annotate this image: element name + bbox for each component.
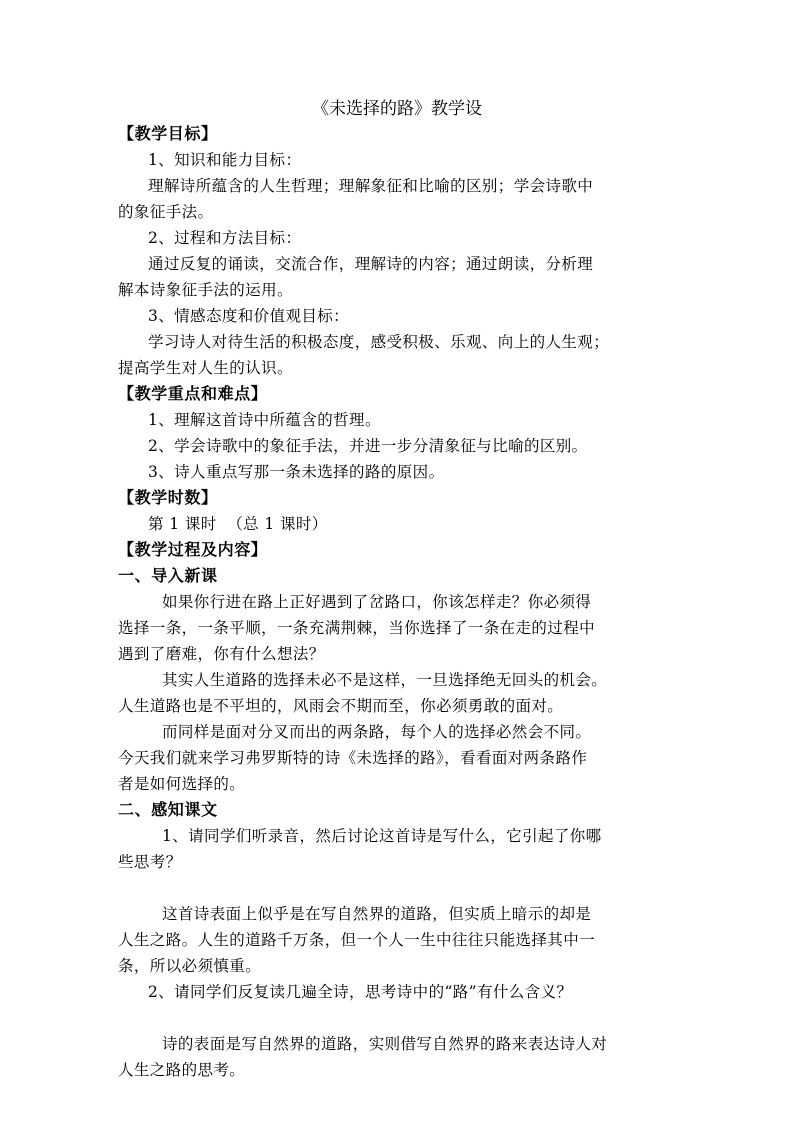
body-text-line: 解本诗象征手法的运用。: [118, 281, 293, 299]
body-text-line: 通过反复的诵读，交流合作，理解诗的内容；通过朗读，分析理: [148, 255, 594, 273]
body-text-line: 者是如何选择的。: [118, 775, 246, 793]
body-text-line: 学习诗人对待生活的积极态度，感受积极、乐观、向上的人生观；: [148, 333, 610, 351]
body-text-line: 1、知识和能力目标：: [148, 151, 302, 169]
body-text-line: 人生之路的思考。: [118, 1061, 246, 1079]
body-text-line: 第 1 课时 （总 1 课时）: [148, 515, 328, 533]
body-text-line: 今天我们就来学习弗罗斯特的诗《未选择的路》，看看面对两条路作: [118, 749, 588, 767]
body-text-line: 2、过程和方法目标：: [148, 229, 302, 247]
body-text-line: 2、学会诗歌中的象征手法，并进一步分清象征与比喻的区别。: [148, 437, 588, 455]
blank-line: [118, 875, 683, 901]
section-heading: 【教学目标】: [118, 124, 218, 143]
body-text-line: 些思考？: [118, 853, 182, 871]
body-text-line: 而同样是面对分叉而出的两条路，每个人的选择必然会不同。: [162, 723, 592, 741]
body-text-line: 人生之路。人生的道路千万条，但一个人一生中往往只能选择其中一: [118, 931, 596, 949]
body-text-line: 3、诗人重点写那一条未选择的路的原因。: [148, 463, 445, 481]
body-text-line: 条，所以必须慎重。: [118, 957, 262, 975]
subsection-heading: 二、感知课文: [118, 800, 218, 819]
body-text-line: 选择一条，一条平顺，一条充满荆棘，当你选择了一条在走的过程中: [118, 619, 596, 637]
subsection-heading: 一、导入新课: [118, 566, 218, 585]
body-text-line: 诗的表面是写自然界的道路，实则借写自然界的路来表达诗人对: [162, 1035, 608, 1053]
section-heading: 【教学重点和难点】: [118, 384, 268, 403]
document-title: 《未选择的路》教学设: [312, 99, 482, 119]
blank-line: [118, 1005, 683, 1031]
body-text-line: 其实人生道路的选择未必不是这样，一旦选择绝无回头的机会。: [162, 671, 608, 689]
body-text-line: 的象征手法。: [118, 203, 214, 221]
document-body: [118, 121, 683, 1083]
body-text-line: 1、理解这首诗中所蕴含的哲理。: [148, 411, 381, 429]
section-heading: 【教学过程及内容】: [118, 540, 268, 559]
body-text-line: 人生道路也是不平坦的，风雨会不期而至，你必须勇敢的面对。: [118, 697, 564, 715]
body-text-line: 这首诗表面上似乎是在写自然界的道路，但实质上暗示的却是: [162, 905, 592, 923]
section-heading: 【教学时数】: [118, 488, 218, 507]
body-text-line: 如果你行进在路上正好遇到了岔路口，你该怎样走？你必须得: [162, 593, 592, 611]
body-text-line: 理解诗所蕴含的人生哲理；理解象征和比喻的区别；学会诗歌中: [148, 177, 594, 195]
body-text-line: 2、请同学们反复读几遍全诗，思考诗中的“路”有什么含义？: [148, 983, 573, 1001]
body-text-line: 遇到了磨难，你有什么想法？: [118, 645, 325, 663]
body-text-line: 3、情感态度和价值观目标：: [148, 307, 350, 325]
body-text-line: 提高学生对人生的认识。: [118, 359, 293, 377]
body-text-line: 1、请同学们听录音，然后讨论这首诗是写什么，它引起了你哪: [162, 827, 602, 845]
